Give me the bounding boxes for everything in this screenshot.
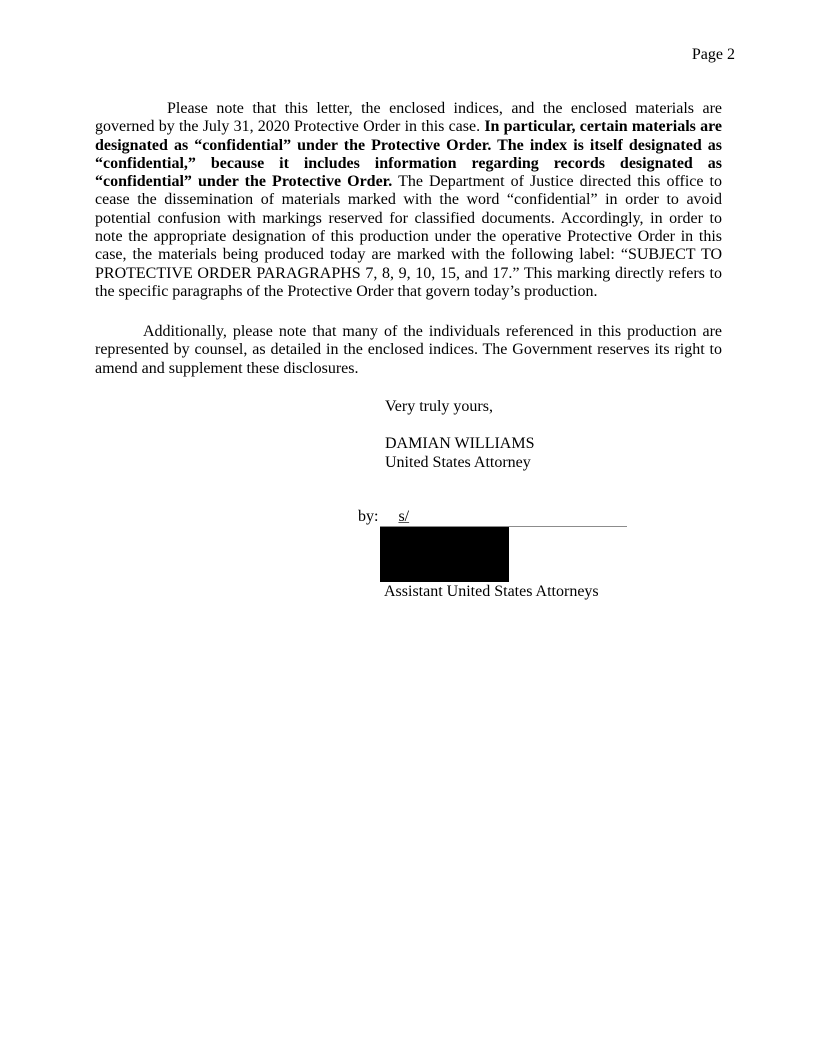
- signatory-name: DAMIAN WILLIAMS: [385, 435, 535, 452]
- para1-text-rest: The Department of Justice directed this office to cease the dissemination of materials marked with the word “confidential” in order to avoid potential confusion with markings reserved for classified documents. Accordingly, in order to note the appropriate designation of this production under the operative Protective Order in this case, the materials being produced today are marked with the following label: “SUBJECT TO PROTECTIVE ORDER PARAGRAPHS 7, 8, 9, 10, 15, and 17.” This marking directly refers to the specific paragraphs of the Protective Order that govern today’s production.: [95, 173, 723, 300]
- valediction: Very truly yours,: [385, 398, 493, 415]
- page-number: Page 2: [691, 46, 735, 63]
- paragraph-protective-order: [95, 100, 722, 301]
- signature-line: [380, 508, 627, 527]
- by-label: by:: [358, 508, 379, 525]
- signatory-title: United States Attorney: [385, 454, 531, 471]
- signatory-block: [385, 434, 534, 472]
- signature-by-line: [358, 508, 627, 527]
- signers-title: Assistant United States Attorneys: [384, 583, 599, 600]
- signature-s-mark: s/: [398, 508, 410, 525]
- para1-text-intro: Please note that this letter, the enclosed indices, and the enclosed materials are governed by the July 31, 2020 Protective Order in this case.: [95, 100, 722, 136]
- para1-text-bold-confidential: In particular, certain materials are designated as “confidential” under the Protective Order. The index is itself designated as “confidential,” because it includes information regarding records designated as “confidential” under the Protective Order.: [95, 118, 723, 191]
- paragraph-counsel-disclosure: Additionally, please note that many of the individuals referenced in this production are represented by counsel, as detailed in the enclosed indices. The Government reserves its right to amend and supplement these disclosures.: [95, 323, 722, 377]
- signature-redaction-box: [380, 527, 509, 582]
